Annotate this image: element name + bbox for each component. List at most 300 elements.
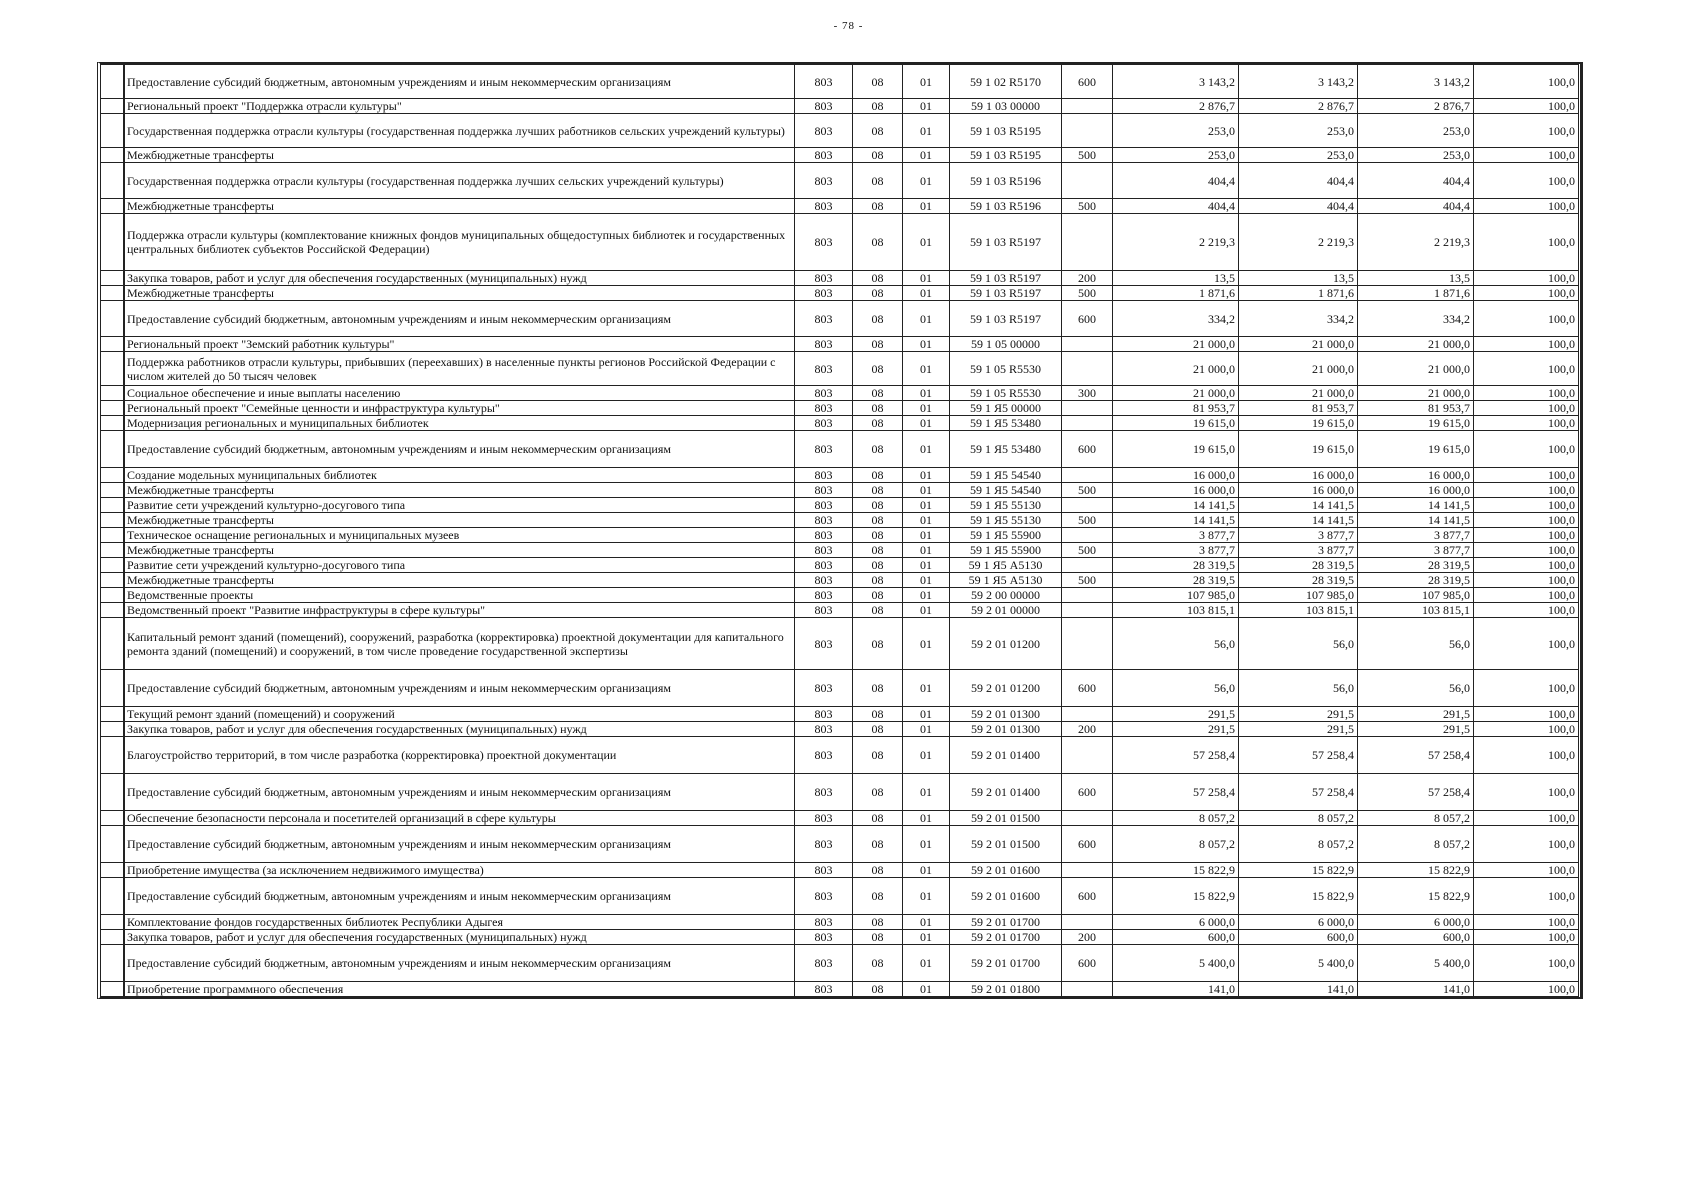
row-sum-approved-cell: 81 953,7 [1113,401,1239,416]
row-sum-approved-cell: 404,4 [1113,163,1239,199]
row-margin-cell [101,528,124,543]
row-target-article-cell: 59 2 00 00000 [950,588,1062,603]
row-margin-cell [101,148,124,163]
row-section-cell: 08 [853,163,903,199]
row-sum-refined-cell: 21 000,0 [1239,337,1358,352]
row-subsection-cell: 01 [903,386,950,401]
row-section-cell: 08 [853,915,903,930]
table-row [101,558,1580,573]
row-grbs-cell: 803 [795,352,853,386]
row-name-cell: Поддержка работников отрасли культуры, прибывших (переехавших) в населенные пункты регионов Российской Федерации с числом жителей до 50 тысяч человек [124,352,795,386]
row-sum-refined-cell: 1 871,6 [1239,286,1358,301]
row-sum-approved-cell: 141,0 [1113,982,1239,997]
row-name-cell: Закупка товаров, работ и услуг для обеспечения государственных (муниципальных) нужд [124,722,795,737]
row-target-article-cell: 59 1 Я5 55130 [950,498,1062,513]
row-grbs-cell: 803 [795,915,853,930]
row-sum-approved-cell: 14 141,5 [1113,498,1239,513]
row-sum-executed-cell: 56,0 [1358,618,1474,670]
row-expense-type-cell: 300 [1062,386,1113,401]
row-expense-type-cell: 600 [1062,301,1113,337]
table-row [101,618,1580,670]
row-sum-executed-cell: 107 985,0 [1358,588,1474,603]
row-name-cell: Предоставление субсидий бюджетным, автономным учреждениям и иным некоммерческим организациям [124,878,795,915]
row-sum-executed-cell: 6 000,0 [1358,915,1474,930]
row-sum-refined-cell: 21 000,0 [1239,352,1358,386]
row-expense-type-cell [1062,737,1113,774]
row-sum-refined-cell: 14 141,5 [1239,513,1358,528]
row-name-cell: Модернизация региональных и муниципальных библиотек [124,416,795,431]
row-target-article-cell: 59 1 Я5 А5130 [950,558,1062,573]
row-percent-cell: 100,0 [1474,737,1580,774]
table-row [101,99,1580,114]
row-sum-approved-cell: 21 000,0 [1113,386,1239,401]
row-expense-type-cell: 600 [1062,878,1113,915]
row-percent-cell: 100,0 [1474,573,1580,588]
row-target-article-cell: 59 1 Я5 55900 [950,543,1062,558]
row-margin-cell [101,722,124,737]
row-percent-cell: 100,0 [1474,945,1580,982]
row-sum-approved-cell: 404,4 [1113,199,1239,214]
row-sum-approved-cell: 107 985,0 [1113,588,1239,603]
row-sum-refined-cell: 5 400,0 [1239,945,1358,982]
row-percent-cell: 100,0 [1474,498,1580,513]
row-name-cell: Благоустройство территорий, в том числе разработка (корректировка) проектной документации [124,737,795,774]
row-subsection-cell: 01 [903,737,950,774]
row-expense-type-cell: 500 [1062,543,1113,558]
row-sum-executed-cell: 14 141,5 [1358,513,1474,528]
row-target-article-cell: 59 2 01 01600 [950,878,1062,915]
row-margin-cell [101,352,124,386]
row-sum-approved-cell: 600,0 [1113,930,1239,945]
row-name-cell: Предоставление субсидий бюджетным, автономным учреждениям и иным некоммерческим организациям [124,65,795,99]
row-sum-approved-cell: 3 877,7 [1113,528,1239,543]
row-grbs-cell: 803 [795,558,853,573]
row-sum-approved-cell: 291,5 [1113,722,1239,737]
row-name-cell: Предоставление субсидий бюджетным, автономным учреждениям и иным некоммерческим организациям [124,945,795,982]
row-sum-refined-cell: 2 876,7 [1239,99,1358,114]
row-sum-executed-cell: 21 000,0 [1358,352,1474,386]
row-section-cell: 08 [853,543,903,558]
row-sum-refined-cell: 253,0 [1239,114,1358,148]
row-name-cell: Приобретение имущества (за исключением недвижимого имущества) [124,863,795,878]
row-name-cell: Предоставление субсидий бюджетным, автономным учреждениям и иным некоммерческим организациям [124,826,795,863]
row-expense-type-cell: 600 [1062,65,1113,99]
row-subsection-cell: 01 [903,513,950,528]
row-sum-refined-cell: 141,0 [1239,982,1358,997]
row-subsection-cell: 01 [903,982,950,997]
row-sum-executed-cell: 8 057,2 [1358,811,1474,826]
row-expense-type-cell: 600 [1062,826,1113,863]
row-section-cell: 08 [853,114,903,148]
row-margin-cell [101,114,124,148]
row-margin-cell [101,483,124,498]
row-target-article-cell: 59 2 01 01200 [950,670,1062,707]
row-sum-approved-cell: 16 000,0 [1113,468,1239,483]
row-grbs-cell: 803 [795,65,853,99]
row-margin-cell [101,386,124,401]
row-sum-executed-cell: 253,0 [1358,114,1474,148]
row-sum-approved-cell: 8 057,2 [1113,811,1239,826]
row-section-cell: 08 [853,416,903,431]
row-margin-cell [101,603,124,618]
table-row [101,915,1580,930]
row-section-cell: 08 [853,286,903,301]
row-expense-type-cell [1062,498,1113,513]
row-section-cell: 08 [853,811,903,826]
row-name-cell: Предоставление субсидий бюджетным, автономным учреждениям и иным некоммерческим организациям [124,670,795,707]
table-row [101,148,1580,163]
row-name-cell: Приобретение программного обеспечения [124,982,795,997]
row-subsection-cell: 01 [903,863,950,878]
row-subsection-cell: 01 [903,271,950,286]
budget-table-sheet [97,62,1583,999]
row-name-cell: Региональный проект "Поддержка отрасли культуры" [124,99,795,114]
row-section-cell: 08 [853,826,903,863]
row-percent-cell: 100,0 [1474,863,1580,878]
row-target-article-cell: 59 1 03 R5197 [950,214,1062,271]
row-grbs-cell: 803 [795,930,853,945]
table-row [101,416,1580,431]
row-name-cell: Создание модельных муниципальных библиотек [124,468,795,483]
row-subsection-cell: 01 [903,774,950,811]
row-sum-approved-cell: 253,0 [1113,148,1239,163]
row-grbs-cell: 803 [795,811,853,826]
row-target-article-cell: 59 1 03 R5196 [950,163,1062,199]
row-margin-cell [101,826,124,863]
row-expense-type-cell: 600 [1062,670,1113,707]
row-percent-cell: 100,0 [1474,401,1580,416]
row-name-cell: Развитие сети учреждений культурно-досугового типа [124,498,795,513]
row-margin-cell [101,301,124,337]
row-margin-cell [101,878,124,915]
row-section-cell: 08 [853,603,903,618]
row-expense-type-cell [1062,337,1113,352]
row-percent-cell: 100,0 [1474,982,1580,997]
row-percent-cell: 100,0 [1474,214,1580,271]
row-sum-approved-cell: 3 877,7 [1113,543,1239,558]
row-subsection-cell: 01 [903,528,950,543]
table-row [101,301,1580,337]
row-name-cell: Государственная поддержка отрасли культуры (государственная поддержка лучших работников сельских учреждений культуры) [124,114,795,148]
row-name-cell: Межбюджетные трансферты [124,483,795,498]
row-grbs-cell: 803 [795,99,853,114]
row-margin-cell [101,863,124,878]
row-percent-cell: 100,0 [1474,301,1580,337]
row-sum-refined-cell: 404,4 [1239,199,1358,214]
row-expense-type-cell: 500 [1062,286,1113,301]
row-section-cell: 08 [853,352,903,386]
row-subsection-cell: 01 [903,707,950,722]
row-sum-refined-cell: 107 985,0 [1239,588,1358,603]
row-target-article-cell: 59 1 03 R5195 [950,114,1062,148]
row-grbs-cell: 803 [795,670,853,707]
row-sum-refined-cell: 14 141,5 [1239,498,1358,513]
row-sum-refined-cell: 15 822,9 [1239,863,1358,878]
row-name-cell: Капитальный ремонт зданий (помещений), сооружений, разработка (корректировка) проектной документации для капитального ремонта зданий (помещений) и сооружений, в том числе проведение государственной экспертизы [124,618,795,670]
row-name-cell: Межбюджетные трансферты [124,148,795,163]
row-sum-executed-cell: 57 258,4 [1358,737,1474,774]
row-name-cell: Предоставление субсидий бюджетным, автономным учреждениям и иным некоммерческим организациям [124,774,795,811]
row-section-cell: 08 [853,271,903,286]
row-percent-cell: 100,0 [1474,114,1580,148]
row-expense-type-cell: 600 [1062,774,1113,811]
row-grbs-cell: 803 [795,163,853,199]
table-row [101,722,1580,737]
table-row [101,528,1580,543]
row-sum-refined-cell: 56,0 [1239,618,1358,670]
row-expense-type-cell: 500 [1062,199,1113,214]
row-sum-refined-cell: 19 615,0 [1239,431,1358,468]
row-margin-cell [101,337,124,352]
row-margin-cell [101,982,124,997]
table-row [101,670,1580,707]
row-margin-cell [101,774,124,811]
row-expense-type-cell [1062,915,1113,930]
row-sum-executed-cell: 600,0 [1358,930,1474,945]
row-margin-cell [101,416,124,431]
row-subsection-cell: 01 [903,878,950,915]
table-row [101,707,1580,722]
row-margin-cell [101,543,124,558]
row-sum-approved-cell: 5 400,0 [1113,945,1239,982]
row-margin-cell [101,573,124,588]
row-section-cell: 08 [853,148,903,163]
table-row [101,513,1580,528]
row-section-cell: 08 [853,401,903,416]
row-target-article-cell: 59 1 Я5 54540 [950,483,1062,498]
row-subsection-cell: 01 [903,163,950,199]
row-sum-refined-cell: 13,5 [1239,271,1358,286]
row-margin-cell [101,945,124,982]
row-section-cell: 08 [853,214,903,271]
row-percent-cell: 100,0 [1474,722,1580,737]
row-sum-executed-cell: 14 141,5 [1358,498,1474,513]
row-sum-executed-cell: 19 615,0 [1358,416,1474,431]
row-sum-executed-cell: 15 822,9 [1358,878,1474,915]
row-grbs-cell: 803 [795,945,853,982]
row-expense-type-cell: 500 [1062,513,1113,528]
row-grbs-cell: 803 [795,543,853,558]
row-expense-type-cell [1062,558,1113,573]
row-grbs-cell: 803 [795,863,853,878]
row-section-cell: 08 [853,513,903,528]
row-grbs-cell: 803 [795,826,853,863]
row-sum-executed-cell: 3 143,2 [1358,65,1474,99]
row-percent-cell: 100,0 [1474,99,1580,114]
row-section-cell: 08 [853,65,903,99]
row-section-cell: 08 [853,498,903,513]
row-percent-cell: 100,0 [1474,707,1580,722]
row-sum-executed-cell: 3 877,7 [1358,528,1474,543]
row-subsection-cell: 01 [903,558,950,573]
table-row [101,337,1580,352]
row-sum-executed-cell: 334,2 [1358,301,1474,337]
row-subsection-cell: 01 [903,148,950,163]
row-sum-approved-cell: 8 057,2 [1113,826,1239,863]
table-row [101,163,1580,199]
row-grbs-cell: 803 [795,722,853,737]
row-sum-approved-cell: 6 000,0 [1113,915,1239,930]
row-subsection-cell: 01 [903,826,950,863]
row-target-article-cell: 59 1 Я5 55900 [950,528,1062,543]
row-sum-refined-cell: 253,0 [1239,148,1358,163]
row-name-cell: Региональный проект "Земский работник культуры" [124,337,795,352]
row-expense-type-cell [1062,528,1113,543]
row-target-article-cell: 59 1 05 R5530 [950,386,1062,401]
row-sum-approved-cell: 57 258,4 [1113,774,1239,811]
page-number: - 78 - [833,20,864,32]
row-target-article-cell: 59 2 01 01700 [950,945,1062,982]
row-section-cell: 08 [853,199,903,214]
row-sum-approved-cell: 19 615,0 [1113,416,1239,431]
table-row [101,386,1580,401]
row-expense-type-cell [1062,811,1113,826]
table-row [101,863,1580,878]
row-sum-executed-cell: 291,5 [1358,722,1474,737]
table-row [101,498,1580,513]
row-subsection-cell: 01 [903,603,950,618]
row-sum-approved-cell: 15 822,9 [1113,863,1239,878]
row-percent-cell: 100,0 [1474,915,1580,930]
row-name-cell: Межбюджетные трансферты [124,199,795,214]
row-target-article-cell: 59 1 Я5 00000 [950,401,1062,416]
row-sum-approved-cell: 14 141,5 [1113,513,1239,528]
row-sum-refined-cell: 56,0 [1239,670,1358,707]
row-sum-refined-cell: 291,5 [1239,707,1358,722]
row-percent-cell: 100,0 [1474,416,1580,431]
row-sum-executed-cell: 404,4 [1358,199,1474,214]
row-percent-cell: 100,0 [1474,337,1580,352]
row-sum-refined-cell: 2 219,3 [1239,214,1358,271]
table-row [101,982,1580,997]
row-sum-approved-cell: 21 000,0 [1113,352,1239,386]
table-row [101,483,1580,498]
row-sum-refined-cell: 15 822,9 [1239,878,1358,915]
row-expense-type-cell: 200 [1062,271,1113,286]
row-section-cell: 08 [853,301,903,337]
row-target-article-cell: 59 1 05 R5530 [950,352,1062,386]
row-section-cell: 08 [853,618,903,670]
row-margin-cell [101,915,124,930]
table-row [101,199,1580,214]
row-margin-cell [101,65,124,99]
row-grbs-cell: 803 [795,199,853,214]
row-sum-executed-cell: 103 815,1 [1358,603,1474,618]
row-grbs-cell: 803 [795,401,853,416]
row-sum-executed-cell: 21 000,0 [1358,386,1474,401]
row-sum-refined-cell: 404,4 [1239,163,1358,199]
row-margin-cell [101,618,124,670]
row-grbs-cell: 803 [795,114,853,148]
row-subsection-cell: 01 [903,573,950,588]
row-margin-cell [101,588,124,603]
row-grbs-cell: 803 [795,337,853,352]
row-target-article-cell: 59 2 01 01500 [950,811,1062,826]
row-subsection-cell: 01 [903,337,950,352]
row-sum-approved-cell: 28 319,5 [1113,573,1239,588]
row-percent-cell: 100,0 [1474,811,1580,826]
row-target-article-cell: 59 2 01 01700 [950,930,1062,945]
row-target-article-cell: 59 1 03 R5195 [950,148,1062,163]
row-sum-refined-cell: 3 143,2 [1239,65,1358,99]
row-margin-cell [101,468,124,483]
row-percent-cell: 100,0 [1474,528,1580,543]
row-subsection-cell: 01 [903,722,950,737]
row-sum-executed-cell: 28 319,5 [1358,558,1474,573]
row-percent-cell: 100,0 [1474,513,1580,528]
row-margin-cell [101,431,124,468]
row-name-cell: Закупка товаров, работ и услуг для обеспечения государственных (муниципальных) нужд [124,271,795,286]
row-percent-cell: 100,0 [1474,878,1580,915]
row-target-article-cell: 59 1 05 00000 [950,337,1062,352]
row-sum-refined-cell: 291,5 [1239,722,1358,737]
table-row [101,811,1580,826]
row-sum-executed-cell: 13,5 [1358,271,1474,286]
row-sum-executed-cell: 141,0 [1358,982,1474,997]
row-target-article-cell: 59 2 01 00000 [950,603,1062,618]
row-sum-executed-cell: 15 822,9 [1358,863,1474,878]
row-section-cell: 08 [853,863,903,878]
row-percent-cell: 100,0 [1474,588,1580,603]
row-sum-executed-cell: 2 219,3 [1358,214,1474,271]
row-sum-executed-cell: 2 876,7 [1358,99,1474,114]
row-target-article-cell: 59 2 01 01700 [950,915,1062,930]
row-margin-cell [101,401,124,416]
row-section-cell: 08 [853,737,903,774]
row-expense-type-cell [1062,603,1113,618]
row-sum-approved-cell: 2 876,7 [1113,99,1239,114]
row-name-cell: Обеспечение безопасности персонала и посетителей организаций в сфере культуры [124,811,795,826]
row-sum-refined-cell: 334,2 [1239,301,1358,337]
row-name-cell: Комплектование фондов государственных библиотек Республики Адыгея [124,915,795,930]
row-sum-executed-cell: 5 400,0 [1358,945,1474,982]
row-section-cell: 08 [853,386,903,401]
row-sum-approved-cell: 2 219,3 [1113,214,1239,271]
table-row [101,468,1580,483]
row-sum-approved-cell: 56,0 [1113,618,1239,670]
row-sum-executed-cell: 57 258,4 [1358,774,1474,811]
row-target-article-cell: 59 1 02 R5170 [950,65,1062,99]
row-percent-cell: 100,0 [1474,271,1580,286]
row-subsection-cell: 01 [903,468,950,483]
row-target-article-cell: 59 1 03 R5197 [950,286,1062,301]
row-sum-executed-cell: 21 000,0 [1358,337,1474,352]
row-expense-type-cell [1062,468,1113,483]
row-name-cell: Техническое оснащение региональных и муниципальных музеев [124,528,795,543]
row-grbs-cell: 803 [795,603,853,618]
row-target-article-cell: 59 2 01 01400 [950,737,1062,774]
row-sum-refined-cell: 16 000,0 [1239,483,1358,498]
row-expense-type-cell [1062,352,1113,386]
row-subsection-cell: 01 [903,114,950,148]
row-expense-type-cell [1062,863,1113,878]
row-name-cell: Поддержка отрасли культуры (комплектование книжных фондов муниципальных общедоступных библиотек и государственных центральных библиотек субъектов Российской Федерации) [124,214,795,271]
table-row [101,573,1580,588]
row-margin-cell [101,214,124,271]
row-section-cell: 08 [853,337,903,352]
row-grbs-cell: 803 [795,618,853,670]
row-percent-cell: 100,0 [1474,774,1580,811]
row-name-cell: Предоставление субсидий бюджетным, автономным учреждениям и иным некоммерческим организациям [124,431,795,468]
row-target-article-cell: 59 1 Я5 54540 [950,468,1062,483]
row-subsection-cell: 01 [903,301,950,337]
row-expense-type-cell [1062,99,1113,114]
row-margin-cell [101,163,124,199]
row-target-article-cell: 59 2 01 01600 [950,863,1062,878]
row-subsection-cell: 01 [903,352,950,386]
row-target-article-cell: 59 1 Я5 53480 [950,416,1062,431]
row-name-cell: Социальное обеспечение и иные выплаты населению [124,386,795,401]
